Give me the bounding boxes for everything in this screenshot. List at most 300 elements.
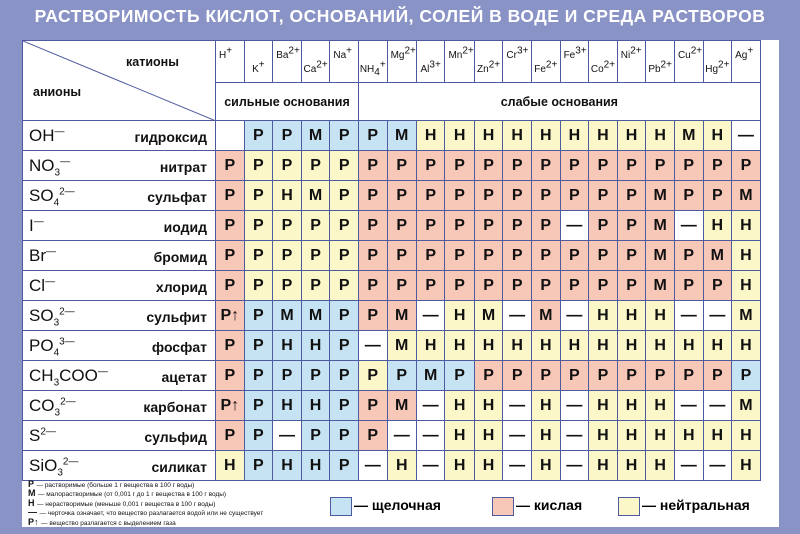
solubility-cell: Р xyxy=(216,241,245,271)
anion-cell xyxy=(23,151,216,181)
solubility-cell: Н xyxy=(646,391,675,421)
strong-bases-label: сильные основания xyxy=(216,83,359,121)
solubility-cell: Р xyxy=(273,211,302,241)
solubility-cell: Р xyxy=(503,211,532,241)
neutral-label: — нейтральная xyxy=(642,497,750,513)
table-row xyxy=(23,331,761,361)
solubility-cell: Р xyxy=(474,241,503,271)
anion-formula: $PO_4^{3—}$ xyxy=(29,336,75,359)
anion-formula: $NO_3^—$ xyxy=(29,156,71,179)
cation-label: $Al^{3+}$ xyxy=(420,59,441,75)
solubility-table xyxy=(22,40,761,481)
solubility-cell: Р xyxy=(416,271,445,301)
solubility-cell: Н xyxy=(474,121,503,151)
solubility-cell: Р xyxy=(646,151,675,181)
anion-name: фосфат xyxy=(151,339,207,355)
solubility-cell: Р xyxy=(560,181,589,211)
solubility-cell: Н xyxy=(617,121,646,151)
anion-formula: $S^{2—}$ xyxy=(29,426,56,445)
solubility-cell: Р xyxy=(416,181,445,211)
table-row xyxy=(23,451,761,481)
cation-header xyxy=(358,41,387,83)
solubility-cell: Р xyxy=(474,211,503,241)
anion-cell xyxy=(23,121,216,151)
page-title: РАСТВОРИМОСТЬ КИСЛОТ, ОСНОВАНИЙ, СОЛЕЙ В ВОДЕ И СРЕДА РАСТВОРОВ xyxy=(34,6,766,26)
solubility-cell: Н xyxy=(617,391,646,421)
table-row xyxy=(23,121,761,151)
solubility-cell: — xyxy=(674,391,703,421)
solubility-cell: М xyxy=(646,271,675,301)
cation-label: Ag+ xyxy=(735,45,754,61)
cation-label: $NH_4^+$ xyxy=(359,59,386,78)
anion-cell xyxy=(23,271,216,301)
cations-label: катионы xyxy=(126,55,179,69)
solubility-cell: Р xyxy=(216,211,245,241)
solubility-cell: Р xyxy=(617,181,646,211)
anions-label: анионы xyxy=(33,85,82,99)
solubility-cell: Н xyxy=(703,121,732,151)
solubility-cell: — xyxy=(732,121,761,151)
header-diagonal xyxy=(23,41,216,121)
cation-label: $Fe^{3+}$ xyxy=(563,45,587,61)
solubility-cell: — xyxy=(503,421,532,451)
solubility-cell: Р xyxy=(560,151,589,181)
anion-name: хлорид xyxy=(155,279,207,295)
cation-header xyxy=(474,41,503,83)
solubility-cell: Н xyxy=(416,331,445,361)
solubility-cell: Н xyxy=(589,421,618,451)
solubility-cell: М xyxy=(387,301,416,331)
solubility-cell: Н xyxy=(301,391,330,421)
solubility-cell: М xyxy=(301,301,330,331)
solubility-cell: Р xyxy=(330,361,359,391)
solubility-cell: Н xyxy=(503,331,532,361)
solubility-cell: Р xyxy=(273,241,302,271)
solubility-cell: М xyxy=(474,301,503,331)
solubility-cell: Р xyxy=(503,241,532,271)
solubility-cell: Р xyxy=(531,211,560,241)
table-row xyxy=(23,301,761,331)
anion-cell xyxy=(23,211,216,241)
cation-label: K+ xyxy=(252,59,265,75)
solubility-cell: — xyxy=(560,301,589,331)
solubility-cell: Н xyxy=(646,421,675,451)
solubility-cell: М xyxy=(416,361,445,391)
solubility-cell: Р xyxy=(244,271,273,301)
cation-header xyxy=(387,41,416,83)
cation-label: $Mn^{2+}$ xyxy=(448,45,474,61)
cation-header xyxy=(589,41,618,83)
solubility-cell: Р xyxy=(589,241,618,271)
solubility-cell: Р xyxy=(216,271,245,301)
solubility-cell: Р xyxy=(445,361,474,391)
solubility-cell: Н xyxy=(703,421,732,451)
solubility-cell: Р xyxy=(358,391,387,421)
acidic-swatch xyxy=(492,497,514,516)
solubility-cell: М xyxy=(732,391,761,421)
solubility-cell: Р xyxy=(330,391,359,421)
solubility-cell: Р xyxy=(301,211,330,241)
cation-label xyxy=(675,61,703,75)
solubility-cell: Н xyxy=(474,391,503,421)
solubility-cell: М xyxy=(531,301,560,331)
solubility-cell: Р xyxy=(358,241,387,271)
solubility-cell: Р xyxy=(531,151,560,181)
solubility-cell: Р xyxy=(416,151,445,181)
anion-formula: $CH_3COO^—$ xyxy=(29,366,108,389)
solubility-cell: Р xyxy=(216,361,245,391)
cation-label: $Ca^{2+}$ xyxy=(303,59,328,75)
solubility-cell: М xyxy=(273,301,302,331)
solubility-cell: Н xyxy=(703,331,732,361)
solubility-cell: — xyxy=(674,211,703,241)
solubility-cell: Р xyxy=(244,421,273,451)
solubility-cell: — xyxy=(703,451,732,481)
solubility-cell: Н xyxy=(589,451,618,481)
solubility-cell: Н xyxy=(617,451,646,481)
solubility-cell: Р xyxy=(617,271,646,301)
solubility-cell: Н xyxy=(732,451,761,481)
cation-label: $Ba^{2+}$ xyxy=(276,45,300,61)
table-row xyxy=(23,211,761,241)
solubility-cell: Р xyxy=(531,271,560,301)
solubility-cell: Р xyxy=(330,121,359,151)
solubility-cell: Р xyxy=(301,271,330,301)
solubility-cell: Р xyxy=(589,211,618,241)
table-row xyxy=(23,421,761,451)
table-row xyxy=(23,241,761,271)
solubility-cell: Н xyxy=(445,451,474,481)
solubility-cell: Н xyxy=(674,331,703,361)
table-row xyxy=(23,391,761,421)
solubility-cell: Р xyxy=(330,331,359,361)
solubility-cell: Н xyxy=(646,331,675,361)
solubility-cell: Р xyxy=(617,241,646,271)
solubility-cell: Р xyxy=(216,181,245,211)
solubility-cell: Н xyxy=(732,421,761,451)
solubility-cell: — xyxy=(703,301,732,331)
cation-header xyxy=(617,41,646,83)
solubility-cell: — xyxy=(560,211,589,241)
solubility-cell: Н xyxy=(732,331,761,361)
solubility-cell: Р xyxy=(474,361,503,391)
solubility-cell: — xyxy=(503,391,532,421)
solubility-cell: Р xyxy=(531,361,560,391)
solubility-cell: Н xyxy=(560,121,589,151)
cation-label: $Ni^{2+}$ xyxy=(620,45,642,61)
solubility-cell: Н xyxy=(589,391,618,421)
solubility-cell: Р xyxy=(358,421,387,451)
cation-label xyxy=(388,61,416,75)
neutral-swatch xyxy=(618,497,640,516)
solubility-cell: Н xyxy=(445,421,474,451)
cation-header xyxy=(445,41,474,83)
solubility-cell: Р xyxy=(244,121,273,151)
solubility-cell: Н xyxy=(273,451,302,481)
solubility-cell: Н xyxy=(273,181,302,211)
cation-header xyxy=(503,41,532,83)
legend-text: — малорастворимые (от 0,001 г до 1 г вещества в 100 г воды) xyxy=(38,491,227,499)
solubility-cell: Р xyxy=(216,331,245,361)
table-row xyxy=(23,271,761,301)
cation-label xyxy=(273,61,301,75)
solubility-cell: М xyxy=(646,181,675,211)
anion-formula: OH— xyxy=(29,126,65,145)
anion-name: ацетат xyxy=(161,369,207,385)
solubility-cell: Н xyxy=(732,241,761,271)
solubility-cell: Р xyxy=(674,151,703,181)
solubility-cell: Р xyxy=(416,241,445,271)
solubility-cell: Р xyxy=(244,181,273,211)
cation-header xyxy=(273,41,302,83)
anion-cell xyxy=(23,421,216,451)
solubility-cell: Р↑ xyxy=(216,391,245,421)
solubility-cell: Р xyxy=(674,271,703,301)
legend-text: — растворимые (больше 1 г вещества в 100 г воды) xyxy=(36,482,195,489)
anion-name: гидроксид xyxy=(134,129,207,145)
solubility-cell: Р xyxy=(646,361,675,391)
legend-symbol: Н xyxy=(28,497,37,508)
solubility-cell: Р xyxy=(445,271,474,301)
cation-header xyxy=(703,41,732,83)
solubility-cell: Н xyxy=(531,421,560,451)
solubility-cell: Р xyxy=(216,421,245,451)
solubility-cell: Н xyxy=(445,391,474,421)
solubility-cell: Р xyxy=(589,271,618,301)
solubility-cell: Н xyxy=(531,331,560,361)
cation-header xyxy=(301,41,330,83)
solubility-cell: — xyxy=(416,301,445,331)
solubility-cell: Н xyxy=(703,211,732,241)
anion-name: иодид xyxy=(163,219,207,235)
solubility-cell: Р xyxy=(589,181,618,211)
cation-header xyxy=(674,41,703,83)
solubility-cell: М xyxy=(646,241,675,271)
solubility-cell: Н xyxy=(732,271,761,301)
table-row xyxy=(23,361,761,391)
solubility-cell: Н xyxy=(474,331,503,361)
solubility-cell: Р xyxy=(445,211,474,241)
solubility-cell: — xyxy=(503,451,532,481)
solubility-cell: Р xyxy=(273,151,302,181)
solubility-cell: М xyxy=(646,211,675,241)
solubility-cell: Р xyxy=(330,301,359,331)
solubility-cell: Р xyxy=(503,361,532,391)
solubility-cell: Р xyxy=(531,181,560,211)
solubility-cell: Н xyxy=(589,331,618,361)
solubility-cell: Н xyxy=(560,331,589,361)
solubility-cell: — xyxy=(560,451,589,481)
solubility-cell: М xyxy=(732,181,761,211)
cation-label: H+ xyxy=(219,45,233,61)
solubility-cell: Р xyxy=(358,121,387,151)
solubility-cell: Р xyxy=(732,151,761,181)
cation-label xyxy=(216,61,244,75)
solubility-cell: Р xyxy=(732,361,761,391)
solubility-cell: Н xyxy=(617,301,646,331)
cation-header xyxy=(560,41,589,83)
solubility-cell: Р xyxy=(358,151,387,181)
cation-label: $Hg^{2+}$ xyxy=(705,59,730,75)
solubility-cell: Р xyxy=(330,241,359,271)
cation-label: $Mg^{2+}$ xyxy=(390,45,416,61)
solubility-cell: Р xyxy=(617,151,646,181)
solubility-cell: — xyxy=(416,391,445,421)
anion-formula: $SO_3^{2—}$ xyxy=(29,306,75,329)
solubility-cell: Р xyxy=(674,361,703,391)
cation-label: Na+ xyxy=(333,45,353,61)
solubility-cell: Р xyxy=(330,421,359,451)
solubility-cell: Р↑ xyxy=(216,301,245,331)
cation-label: $Cu^{2+}$ xyxy=(677,45,703,61)
cation-header xyxy=(244,41,273,83)
solubility-cell: Р xyxy=(560,241,589,271)
solubility-cell: Р xyxy=(216,151,245,181)
solubility-cell: Н xyxy=(301,451,330,481)
solubility-cell: Н xyxy=(531,121,560,151)
anion-cell xyxy=(23,241,216,271)
solubility-cell: Р xyxy=(330,451,359,481)
solubility-cell: М xyxy=(301,181,330,211)
solubility-cell: М xyxy=(674,121,703,151)
legend-text: — нерастворимые (меньше 0,001 г вещества в 100 г воды) xyxy=(37,500,216,508)
solubility-cell: Р xyxy=(445,181,474,211)
solubility-cell: Р xyxy=(244,301,273,331)
solubility-cell: Н xyxy=(646,301,675,331)
anion-cell xyxy=(23,301,216,331)
solubility-cell: Н xyxy=(273,331,302,361)
solubility-cell: Р xyxy=(244,331,273,361)
cation-label xyxy=(503,61,531,75)
anion-cell xyxy=(23,331,216,361)
solubility-cell: Р xyxy=(703,361,732,391)
solubility-cell: Р xyxy=(503,151,532,181)
solubility-cell: Р xyxy=(474,271,503,301)
solubility-cell: Р xyxy=(301,241,330,271)
solubility-cell: М xyxy=(732,301,761,331)
solubility-cell: — xyxy=(703,391,732,421)
anion-formula: I— xyxy=(29,216,44,235)
cation-header xyxy=(732,41,761,83)
solubility-cell: Р xyxy=(531,241,560,271)
solubility-cell: Р xyxy=(617,361,646,391)
solubility-cell: Р xyxy=(301,361,330,391)
solubility-cell: Р xyxy=(387,181,416,211)
solubility-cell: Р xyxy=(560,271,589,301)
solubility-cell: Н xyxy=(646,451,675,481)
solubility-cell: Р xyxy=(330,271,359,301)
solubility-cell: — xyxy=(503,301,532,331)
solubility-cell: Р xyxy=(445,241,474,271)
solubility-cell: М xyxy=(387,391,416,421)
solubility-cell: Н xyxy=(531,451,560,481)
solubility-cell: — xyxy=(387,421,416,451)
anion-formula: Cl— xyxy=(29,276,56,295)
solubility-cell: Р xyxy=(674,241,703,271)
solubility-cell: — xyxy=(560,421,589,451)
solubility-cell: Р xyxy=(301,421,330,451)
solubility-cell: Р xyxy=(358,211,387,241)
solubility-cell: Р xyxy=(387,271,416,301)
solubility-cell: Н xyxy=(445,331,474,361)
solubility-cell: Р xyxy=(589,361,618,391)
solubility-cell: Н xyxy=(732,211,761,241)
cation-label: $Co^{2+}$ xyxy=(590,59,616,75)
anion-formula: $CO_3^{2—}$ xyxy=(29,396,76,419)
solubility-cell: — xyxy=(674,301,703,331)
solubility-cell: — xyxy=(416,451,445,481)
anion-cell xyxy=(23,391,216,421)
solubility-cell: Р xyxy=(244,361,273,391)
cation-label: $Fe^{2+}$ xyxy=(534,59,558,75)
cation-header xyxy=(330,41,359,83)
weak-bases-label: слабые основания xyxy=(358,83,760,121)
legend-text: — черточка означает, что вещество разлагается водой или не существует xyxy=(39,510,264,518)
solubility-cell: М xyxy=(301,121,330,151)
solubility-cell: Р xyxy=(358,301,387,331)
solubility-cell: Н xyxy=(674,421,703,451)
anion-cell xyxy=(23,181,216,211)
solubility-cell: Р xyxy=(674,181,703,211)
cation-label: $Cr^{3+}$ xyxy=(506,45,529,61)
solubility-cell: Р xyxy=(244,241,273,271)
solubility-cell: М xyxy=(703,241,732,271)
solubility-cell: Р xyxy=(330,151,359,181)
solubility-cell: Р xyxy=(617,211,646,241)
solubility-cell: Н xyxy=(531,391,560,421)
solubility-cell: Р xyxy=(273,271,302,301)
anion-cell xyxy=(23,361,216,391)
legend-text: — вещество разлагается с выделением газа xyxy=(41,519,176,527)
solubility-cell: Р xyxy=(703,181,732,211)
anion-cell xyxy=(23,451,216,481)
solubility-cell: Н xyxy=(589,301,618,331)
solubility-cell: Н xyxy=(589,121,618,151)
legend xyxy=(22,477,779,527)
legend-symbol: Р↑ xyxy=(28,516,42,527)
cation-label xyxy=(445,61,473,75)
cation-label: $Pb^{2+}$ xyxy=(648,59,672,75)
solubility-cell: Р xyxy=(445,151,474,181)
solubility-cell: Н xyxy=(445,301,474,331)
solubility-cell: Н xyxy=(416,121,445,151)
solubility-cell: Н xyxy=(474,451,503,481)
cation-header xyxy=(646,41,675,83)
solubility-cell: Р xyxy=(244,391,273,421)
solubility-cell: Р xyxy=(560,361,589,391)
header-corner xyxy=(23,41,216,121)
solubility-cell: — xyxy=(358,331,387,361)
acidic-label: — кислая xyxy=(516,497,583,513)
solubility-cell: Р xyxy=(589,151,618,181)
legend-symbol: Р xyxy=(28,479,37,489)
anion-name: сульфит xyxy=(146,309,207,325)
legend-symbol: — xyxy=(28,507,40,518)
solubility-cell: Н xyxy=(301,331,330,361)
solubility-cell: Р xyxy=(273,361,302,391)
solubility-cell: Р xyxy=(301,151,330,181)
solubility-cell: Р xyxy=(273,121,302,151)
solubility-cell xyxy=(216,121,245,151)
cation-label xyxy=(732,61,760,75)
solubility-cell: Н xyxy=(216,451,245,481)
solubility-table-sheet xyxy=(22,40,779,527)
solubility-cell: Н xyxy=(474,421,503,451)
cation-header xyxy=(416,41,445,83)
solubility-cell: Р xyxy=(387,151,416,181)
solubility-cell: — xyxy=(273,421,302,451)
anion-formula: SiO$_3^{2—}$ xyxy=(29,456,79,479)
